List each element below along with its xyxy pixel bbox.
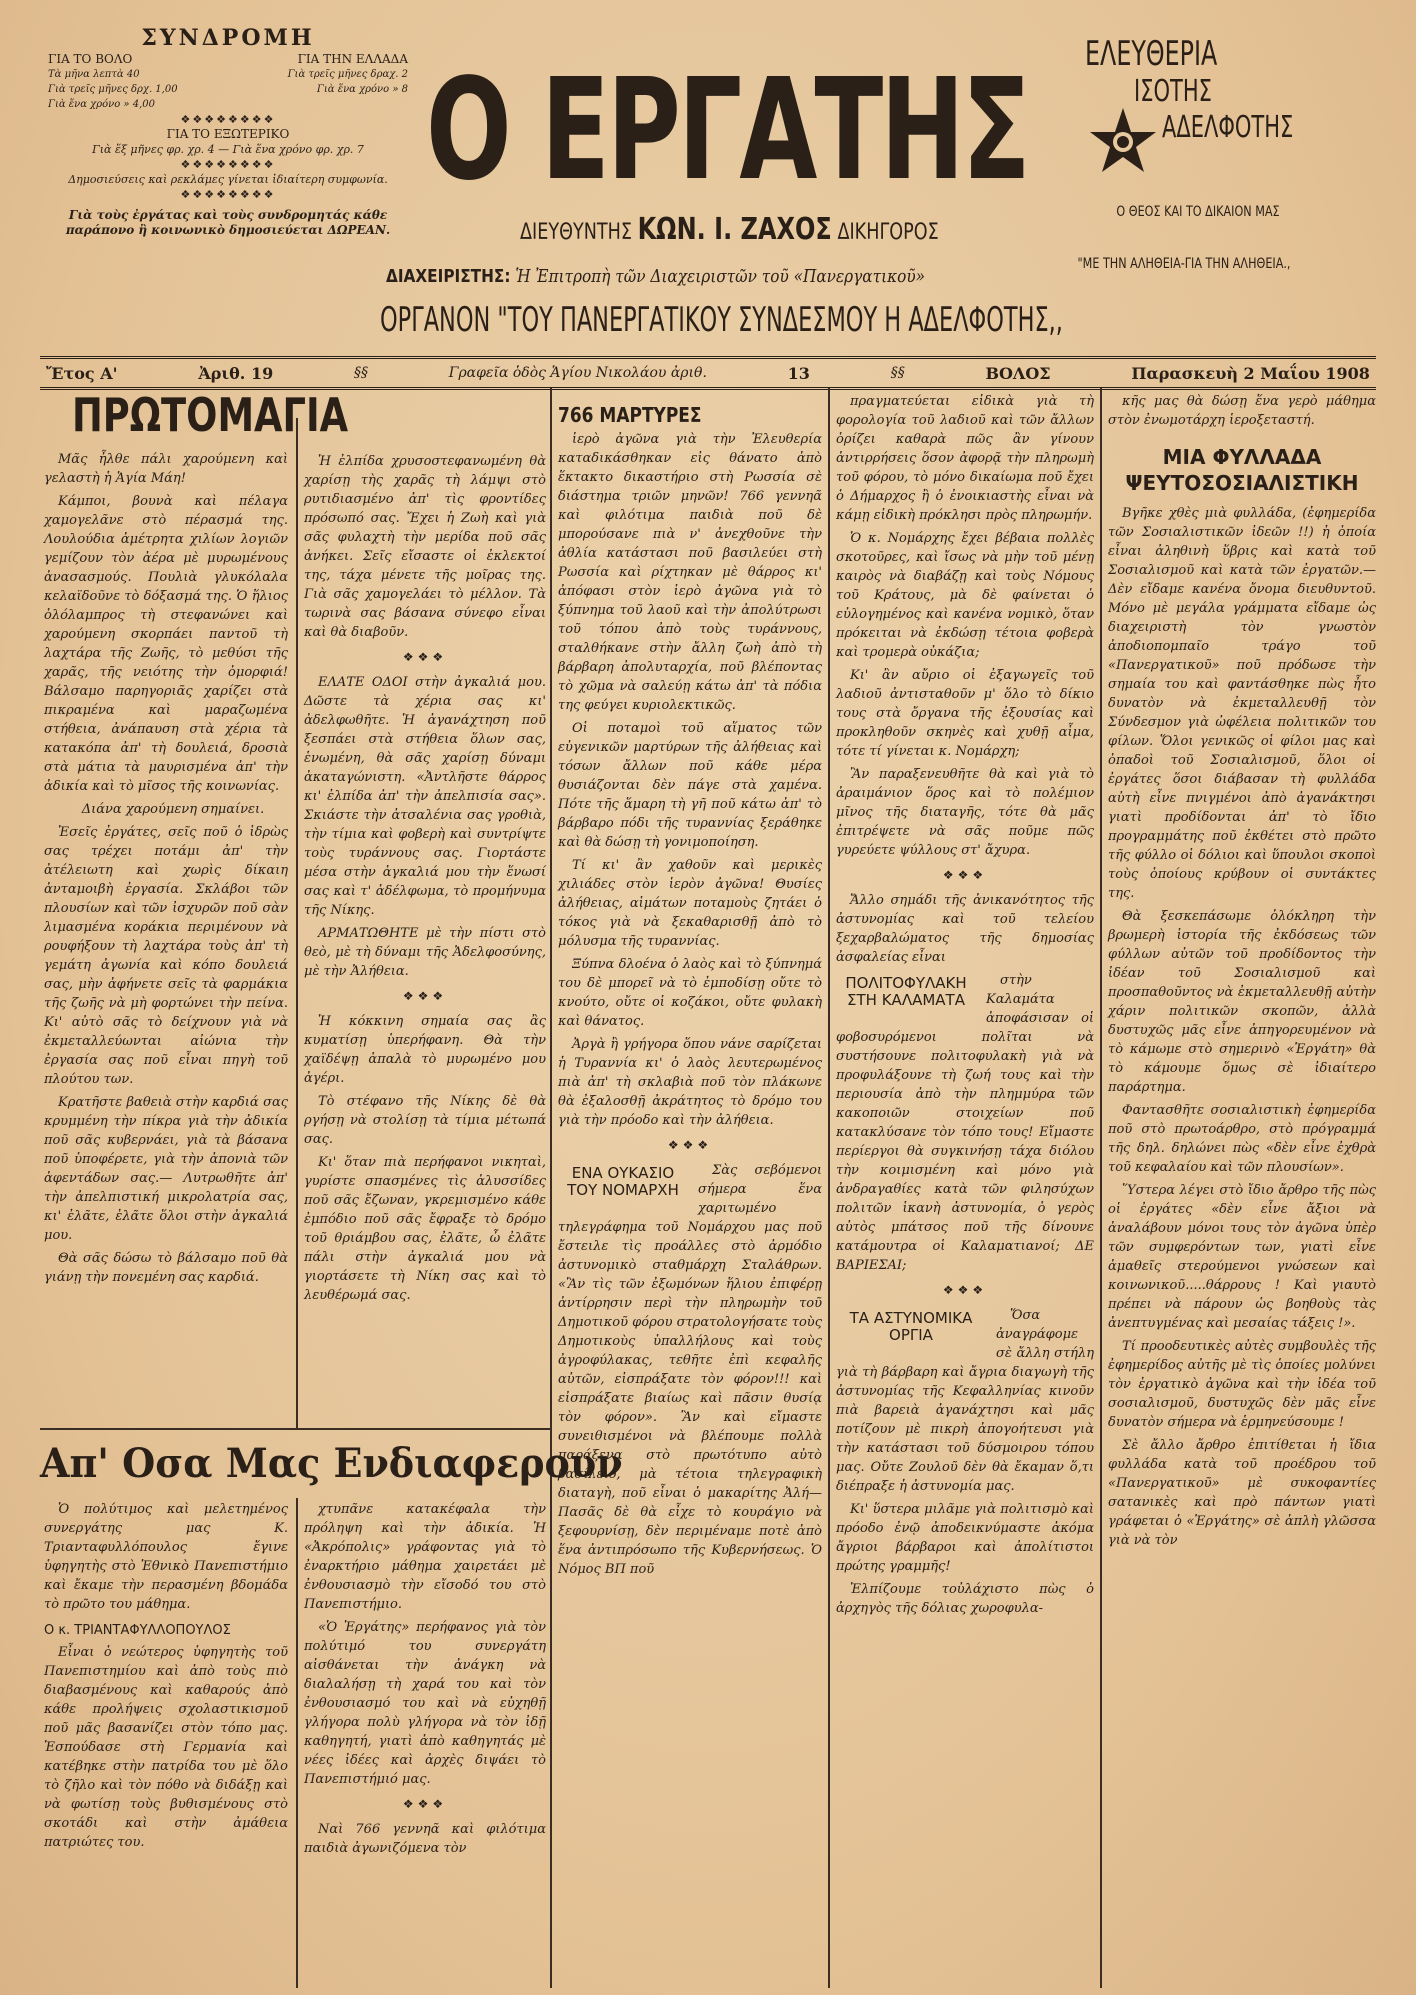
martyres-title: 766 ΜΑΡΤΥΡΕΣ [558, 403, 702, 427]
osa-col2: χτυπᾶνε κατακέφαλα τὴν πρόληψη καὶ τὴν ἀδικία. Ἡ «Ἀκρόπολις» γράφοντας γιὰ τὸ ἐναρκτήριο μάθημα χαιρετάει μὲ ἐνθουσιασμὸ τὴν εἴσοδό του στὸ Πανεπιστήμιο. «Ὁ Ἐργάτης» περήφανος γιὰ τὸν πολύτιμό του συνεργάτη αἰσθάνεται τὴν ἀνάγκη νὰ διαλαλήσῃ τὴ χαρά του καὶ τὸν ἐνθουσιασμό του καὶ νὰ εὐχηθῇ γλήγορα πολὺ γλήγορα νὰ τὸν ἰδῇ καθηγητή, γιατὶ ἀπὸ καθηγητάς μὲ νέες ἰδέες καὶ ἀρχὲς διψάει τὸ Πανεπιστήμιό μας. ❖❖❖ Ναὶ 766 γεννηᾶ καὶ φιλότιμα παιδιὰ ἀγωνιζόμενα τὸν [304, 1502, 546, 1856]
city: ΒΟΛΟΣ [985, 363, 1051, 383]
admin-line: ΔΙΑΧΕΙΡΙΣΤΗΣ: Ἡ Ἐπιτροπὴ τῶν Διαχειριστῶν τοῦ «Πανεργατικοῦ» [386, 266, 926, 287]
director-name: ΚΩΝ. Ι. ΖΑΧΟΣ [637, 212, 832, 247]
column-rule [296, 1498, 298, 1988]
ornament: ❖❖❖❖❖❖❖❖ [180, 188, 276, 201]
motto-fraternity: ΑΔΕΛΦΟΤΗΣ [1162, 110, 1294, 145]
article-columns [40, 388, 1376, 1988]
local-label: ΓΙΑ ΤΟ ΒΟΛΟ [48, 52, 133, 66]
triantafyllopoulos-subhead: Ο κ. ΤΡΙΑΝΤΑΦΥΛΛΟΠΟΥΛΟΣ [44, 1623, 231, 1638]
osa-headline-block [40, 1434, 623, 1498]
office-address: Γραφεῖα ὁδὸς Ἁγίου Νικολάου ἀριθ. [448, 365, 707, 381]
motto-liberty: ΕΛΕΥΘΕΡΙΑ [1085, 34, 1218, 74]
protomagia-article [40, 388, 550, 448]
office-number: 13 [787, 363, 810, 383]
abroad-rates: Γιὰ ἕξ μῆνες φρ. χρ. 4 — Γιὰ ἕνα χρόνο φρ. χρ. 7 [92, 143, 364, 156]
issue-info-bar: Ἔτος Α' Ἀριθ. 19 §§ Γραφεῖα ὁδὸς Ἁγίου Νικολάου ἀριθ. 13 §§ ΒΟΛΟΣ Παρασκευὴ 2 Μαΐου 1908 [40, 356, 1376, 390]
column-rule [296, 418, 298, 1428]
newspaper-title: Ο ΕΡΓΑΤΗΣ [426, 49, 1028, 212]
oukasio-subhead: ΕΝΑ ΟΥΚΑΣΙΟ ΤΟΥ ΝΟΜΑΡΧΗ [567, 1164, 679, 1199]
greece-rate: Γιὰ ἕνα χρόνο » 8 [316, 84, 408, 95]
subscription-box [48, 24, 408, 238]
martyres-article: 766 ΜΑΡΤΥΡΕΣ ἱερὸ ἀγῶνα γιὰ τὴν Ἐλευθερία καταδικάσθηκαν εἰς θάνατο ἀπὸ ἕκτακτο δικαστήριο στὴ Ρωσσία σὲ διάστημα τριῶν μηνῶν! 766 γεννηᾶ καὶ φιλότιμα παιδιὰ ποῦ δὲ μπορούσανε πιὰ ν' ἀνεχθοῦνε τὴν ἀθλία κατάστασι ποῦ βασιλεύει στὴ Ρωσσία καὶ ρίχτηκαν μὲ θάρρος κι' ἀπόφασι στὸν ἱερὸ ἀγῶνα γιὰ τὸ ξύπνημα τοῦ λαοῦ καὶ τὴν ἀπολύτρωσι τοῦ τόπου ἀπὸ τοὺς τυράννους, σταλθήκανε στὴν ἄλλη ζωὴ ἀπὸ τὴ βάρβαρη ἀπολυταρχία, ποῦ βλέποντας τὸ χῶμα νὰ σαλεύῃ κάτω ἀπ' τὰ πόδια της φεύγει κυριολεκτικῶς. Οἱ ποταμοὶ τοῦ αἵματος τῶν εὐγενικῶν μαρτύρων τῆς ἀλήθειας καὶ τόσων ἄλλων ποῦ κάθε μέρα θυσιάζονται δὲν πάγε στὰ χαμένα. Πότε τῆς ἅμαρη τὴ γῆ ποῦ κάτω ἀπ' τὸ βάρβαρο πόδι τῆς τυραννίας ξεράθηκε καὶ θὰ δώσῃ τὴ γονιμοποίηση. Τί κι' ἂν χαθοῦν καὶ μερικὲς χιλιάδες στὸν ἱερὸν ἀγῶνα! Θυσίες ἀλήθειας, αἱμάτων ποταμοὺς ζητάει ὁ τόκος γιὰ νὰ ξεκαθαρισθῇ ἀπὸ τὸ μόλυσμα τῆς τυραννίας. Ξύπνα δλοένα ὁ λαὸς καὶ τὸ ξύπνημά του δὲ μπορεῖ νὰ τὸ ἐμποδίσῃ οὔτε τὸ κνούτο, οὔτε οἱ κοζάκοι, οὔτε φυλακὴ καὶ θάνατος. Ἀργὰ ἢ γρήγορα ὅπου νάνε σαρίζεται ἡ Τυραννία κι' ὁ λαὸς λευτερωμένος πιὰ ἀπ' τὴ σκλαβιὰ ποῦ τὸν πλάκωνε θὰ ἐξαλοσθῇ ἀκράτητος τὸ δρόμο του γιὰ τὴν πρόοδο καὶ τὴν ἀλήθεια. ❖❖❖ ΕΝΑ ΟΥΚΑΣΙΟ ΤΟΥ ΝΟΜΑΡΧΗ Σὰς σεβόμενοι σήμερα ἕνα χαριτωμένο τηλεγράφημα τοῦ Νομάρχου μας ποῦ ἔστειλε τὶς προάλλες στὸ ἀρμόδιο ἀστυνομικὸ σταθμάρχη Σταλάθρων. «Ἂν τὶς τῶν ἐξωμόνων ἥλιου ἐπιφέρῃ ἀντίρρησιν περὶ τὴν πληρωμὴν τοῦ Δημοτικοῦ φόρου στρατολογήσατε τοὺς Δημοτικοὺς ὑπαλλήλους καὶ τοὺς ἀγροφύλακας, τεθῆτε ἐπὶ κεφαλῆς αὐτῶν, εἰσπράξατε τὸν φόρον!!! καὶ εἰσπράξατε βιαίως καὶ πᾶσιν θυσίᾳ τὸν φόρον». Ἂν καὶ εἴμαστε συνειθισμένοι νὰ βλέπουμε πολλὰ παράξενα στὸ πρωτότυπο αὐτὸ βασίλειο, μὰ τέτοια τηλεγραφικὴ διαταγὴ, ποῦ εἶναι ὁ μακαρίτης Ἀλή—Πασᾶς δὲ θὰ εἶχε τὸ κουράγιο νὰ ξεφουρνίσῃ, δὲν περιμέναμε ποτὲ ἀπὸ ἕνα ἀντιπρόσωπο τῆς Κυβερνήσεως. Ὁ Νόμος ΒΠ ποῦ [558, 403, 822, 1577]
column-rule [550, 388, 552, 1988]
local-rate: Γιὰ τρεῖς μῆνες δρχ. 1,00 [48, 84, 178, 95]
horizontal-rule [40, 1428, 550, 1430]
organ-line: ΟΡΓΑΝΟΝ "ΤΟΥ ΠΑΝΕΡΓΑΤΙΚΟΥ ΣΥΝΔΕΣΜΟΥ Η ΑΔΕΛΦΟΤΗΣ,, [380, 300, 1063, 340]
greece-label: ΓΙΑ ΤΗΝ ΕΛΛΑΔΑ [297, 52, 408, 66]
free-note: Γιὰ τοὺς ἐργάτας καὶ τοὺς συνδρομητάς κάθε παράπονο ἢ κοινωνικὸ δημοσιεύεται ΔΩΡΕΑΝ. [65, 208, 391, 237]
ornament: ❖❖❖❖❖❖❖❖ [180, 158, 276, 171]
motto-block [1077, 34, 1368, 272]
column-four: πραγματεύεται εἰδικὰ γιὰ τὴ φορολογία τοῦ λαδιοῦ καὶ τῶν ἄλλων ὁρίζει καθαρὰ πῶς ἂν γίνουν ἀντιρρήσεις ὅσον ἀφορᾷ τὴν πληρωμὴ τοῦ φόρου, τὸ μόνο δικαίωμα ποῦ ἔχει ὁ Δήμαρχος ἢ ὁ ἐνοικιαστὴς εἶναι νὰ κάμῃ εἰδικὴ πρόκλησι πρὸς πληρωμήν. Ὁ κ. Νομάρχης ἔχει βέβαια πολλὲς σκοτοῦρες, καὶ ἴσως νὰ μὴν τοῦ μένῃ καιρὸς νὰ διαβάζῃ καὶ τοὺς Νόμους τοῦ Κράτους, μὰ δὲ φαίνεται ὁ εὐλογημένος καὶ κανένα νομικὸ, ὅταν πρόκειται νὰ ἐκδώσῃ τέτοια φοβερὰ καὶ τρομερὰ οὐκάζια; Κι' ἂν αὔριο οἱ ἐξαγωγεῖς τοῦ λαδιοῦ ἀντισταθοῦν μ' ὅλο τὸ δίκιο τους στὰ ὄργανα τῆς ἐξουσίας καὶ προκληθοῦν σκηνὲς καὶ χυθῇ αἷμα, τότε τί γίνεται κ. Νομάρχη; Ἂν παραξενευθῆτε θὰ καὶ γιὰ τὸ ἀραιμάνιον ὅρος καὶ τὸ πολέμιον μῖνος τῆς διαταγῆς, τότε θὰ μᾶς ἐπιτρέψετε νὰ σᾶς ποῦμε πῶς γυρεύετε ψύλλους στ' ἄχυρα. ❖❖❖ Ἄλλο σημάδι τῆς ἀνικανότητος τῆς ἀστυνομίας καὶ τοῦ τελείου ξεχαρβαλώματος τῆς δημοσίας ἀσφαλείας εἶναι ΠΟΛΙΤΟΦΥΛΑΚΗ ΣΤΗ ΚΑΛΑΜΑΤΑ στὴν Καλαμάτα ἀποφάσισαν οἱ φοβοσυρόμενοι πολῖται νὰ συστήσουνε πολιτοφυλακὴ γιὰ νὰ προφυλάξουνε τὴ ζωή τους καὶ τὴν περιουσία ἀπὸ τὴν πλημμύρα τῶν κακοποιῶν στοιχείων ποῦ κατακλύσανε τὸν τόπο τους! Εἴμαστε περίεργοι θὰ συγκινήσῃ τάχα διόλου τὴν κοιμισμένη καὶ μόνο γιὰ ἀνδραγαθίες κατὰ τῶν φιλησύχων πολιτῶν ἱκανὴ ἀστυνομία, ὁ γερὸς αὐτὸς μπάτσος ποῦ τῆς δίνουνε κατάμουτρα οἱ Καλαματιανοί; ΔΕ ΒΑΡΙΕΣΑΙ; ❖❖❖ ΤΑ ΑΣΤΥΝΟΜΙΚΑ ΟΡΓΙΑ Ὅσα ἀναγράφομε σὲ ἄλλη στήλη γιὰ τὴ βάρβαρη καὶ ἄγρια διαγωγὴ τῆς ἀστυνομίας τῆς Κεφαλληνίας κινοῦν πιὰ βαρειὰ ἀγανάχτησι καὶ μᾶς ποτίζουν μὲ πικρὴ ἀπογοήτευσι γιὰ τὴν κατάστασι τοῦ δύσμοιρου τόπου μας. Οὔτε Ζουλοῦ δὲν θὰ ἔκαμαν ὅ,τι διέπραξε ἡ ἀστυνομία μας. Κι' ὕστερα μιλᾶμε γιὰ πολιτισμὸ καὶ πρόοδο ἐνῷ ἀποδεικνύμαστε ἀκόμα ἄγριοι βάρβαροι καὶ ἀπολίτιστοι πρώτης γραμμῆς! Ἐλπίζουμε τοὐλάχιστο πὼς ὁ ἀρχηγὸς τῆς δόλιας χωροφυλα- [836, 394, 1094, 1616]
issue-number: Ἀριθ. 19 [198, 363, 274, 383]
star-emblem-icon [1088, 106, 1158, 176]
column-five: κῆς μας θὰ δώσῃ ἕνα γερὸ μάθημα στὸν ἐνωμοτάρχη ἱεροξεταστή. ΜΙΑ ΦΥΛΛΑΔΑ ΨΕΥΤΟΣΟΣΙΑΛΙΣΤΙΚΗ Βγῆκε χθὲς μιὰ φυλλάδα, (ἐφημερίδα τῶν Σοσιαλιστικῶν ἰδεῶν !!) ἡ ὁποία εἶναι ἀληθινὴ ὕβρις καὶ κατὰ τοῦ Σοσιαλισμοῦ καὶ κατὰ τῶν ἐργατῶν.—Δὲν εἴδαμε κανένα ὄνομα διευθυντοῦ. Μόνο μὲ μεγάλα γράμματα εἴδαμε ὡς διαχειριστὴ τὸν γνωστὸν ἀποδιοπομπαῖο τράγο τοῦ «Πανεργατικοῦ» ποῦ πρόδωσε τὴν σημαία του καὶ φαντάσθηκε πὼς ἦτο δυνατὸν νὰ ἐκμεταλλευθῇ τὸν Σύνδεσμον γιὰ ὠφέλεια πολιτικῶν του φίλων. Ὅλοι γενικῶς οἱ φίλοι μας καὶ ὀπαδοὶ τοῦ Σοσιαλισμοῦ, ὅλοι οἱ ἐργάτες ὅσοι διάβασαν τὴ φυλλάδα αὐτὴ εἶνε πνιγμένοι ἀπὸ ἀγανάκτησι γιατὶ προδίδονται ἀπ' τὸ ἴδιο προγραμμάτης ποῦ ἐκθέτει στὸ πρῶτο τῆς φύλλο οἱ δόλιοι καὶ ὕπουλοι σκοποὶ τοὺς ὁποίους κρύβουν οἱ συντάκτες της. Θὰ ξεσκεπάσωμε ὁλόκληρη τὴν βρωμερὴ ἱστορία τῆς ἐκδόσεως τῶν φύλλων αὐτῶν τοῦ προδίδοντος τὴν ἰδέαν τοῦ Σοσιαλισμοῦ καὶ προσπαθοῦντος νὰ ἐκμεταλλευθῇ αὐτὴν χάριν πολιτικῶν σκοπῶν, ἀλλὰ δυστυχῶς μᾶς εἶνε ἀπηγορευμένον νὰ τὸ κάμωμε στὸ σημερινὸ «Ἐργάτη» θὰ τὸ κάμουμε ὅμως σὲ ἰδιαίτερο παράρτημα. Φαντασθῆτε σοσιαλιστικὴ ἐφημερίδα ποῦ στὸ πρωτοάρθρο, στὸ πρόγραμμά τῆς δηλ. δηλώνει πὼς «δὲν εἶνε ἐχθρὰ τοῦ κεφαλαίου καὶ τῶν πλουσίων». Ὕστερα λέγει στὸ ἴδιο ἄρθρο τῆς πὼς οἱ ἐργάτες «δὲν εἶνε ἄξιοι νὰ ἀναλάβουν μόνοι τους τὸν ἀγῶνα ὑπὲρ τῶν συμφερόντων των, γιατὶ εἶνε ἀμαθεῖς στερούμενοι γνώσεων καὶ κοινωνικοῦ.....θάρρους ! Καὶ γιαυτὸ πρέπει νὰ πάρουν ὡς βοηθοὺς τὰς ἀνεπτυγμένας καὶ μεσαίας τάξεις !». Τί προοδευτικὲς αὐτὲς συμβουλὲς τῆς ἐφημερίδος αὐτῆς μὲ τὶς ὁποίες μολύνει τὸν ἐργατικὸ ἀγῶνα καὶ τὴν ἰδέα τοῦ σοσιαλισμοῦ, δυστυχῶς δὲν μᾶς εἶνε δυνατὸν σήμερα νὰ ἑρμηνεύσουμε ! Σὲ ἄλλο ἄρθρο ἐπιτίθεται ἡ ἴδια φυλλάδα κατὰ τοῦ προέδρου τοῦ «Πανεργατικοῦ» μὲ συκοφαντίες σατανικὲς καὶ πρὸ πάντων γιατὶ γράφεται ὁ «Ἐργάτης» σὲ ἁπλὴ γλῶσσα γιὰ νὰ τὸν [1108, 394, 1376, 1548]
motto-equality: ΙΣΟΤΗΣ [1134, 74, 1212, 109]
local-rate: Γιὰ ἕνα χρόνο » 4,00 [48, 99, 155, 110]
protomagia-col2: Ἡ ἐλπίδα χρυσοστεφανωμένη θὰ χαρίσῃ τὴς χαρᾶς τὴ λάμψι στὸ ρυτιδιασμένο ἀπ' τὶς φροντίδες πρόσωπό σας. Ἔχει ἡ Ζωὴ καὶ γιὰ σᾶς φυλαχτὴ τὴν μερίδα ποῦ σᾶς ἀνήκει. Σεῖς εἴσαστε οἱ ἐκλεκτοί της, τάχα μένετε τῆς μοῖρας της. Γιὰ σᾶς χαμογελάει τὸ μέλλον. Τὰ τωρινὰ σας βάσανα σύνεφο εἶναι καὶ θὰ διαβοῦν. ❖❖❖ ΕΛΑΤΕ ΟΔΟΙ στὴν ἀγκαλιά μου. Δῶστε τὰ χέρια σας κι' ἀδελφωθῆτε. Ἡ ἀγανάχτηση ποῦ ξεσπάει στὰ στήθεια ὅλων σας, ἑνωμένη, θὰ σᾶς χαρίσῃ δύναμι ἀκαταγώνιστη. «Ἀντλῆστε θάρρος κι' ἐλπίδα ἀπ' τὴν ἀπελπισία σας». Σκιάστε τὴν ἀτσαλένια σας γροθιὰ, τὴν τίμια καὶ φοβερὴ καὶ συντρίψτε τοὺς τυράννους σας. Γιορτάστε μέσα στὴν ἀγκαλιά μου τὴν ἕνωσί σας καὶ τ' ἀδέλφωμα, τὸ προμήνυμα τῆς Νίκης. ΑΡΜΑΤΩΘΗΤΕ μὲ τὴν πίστι στὸ θεὸ, μὲ τὴ δύναμι τῆς Ἀδελφοσύνης, μὲ τὴν Ἀλήθεια. ❖❖❖ Ἡ κόκκινη σημαία σας ἂς κυματίσῃ ὑπερήφανη. Θὰ τὴν χαϊδέψῃ ἁπαλὰ τὸ μυρωμένο μου ἀγέρι. Τὸ στέφανο τῆς Νίκης δὲ θὰ ργήσῃ νὰ στολίσῃ τὰ τίμια μέτωπά σας. Κι' ὅταν πιὰ περήφανοι νικηταὶ, γυρίστε σπασμένες τὶς ἁλυσσίδες ποῦ σᾶς ἔζωναν, γκρεμισμένο κάθε ἐμπόδιο ποῦ σᾶς ἔφραξε τὸ δρόμο τοῦ θριάμβου σας, ἐλᾶτε, ὦ ἐλᾶτε πάλι στὴν ἀγκαλιά μου νὰ γιορτάσετε τὴ Νίκη σας καὶ τὸ λευθέρωμά σας. [304, 454, 546, 1303]
greece-rate: Γιὰ τρεῖς μῆνες δραχ. 2 [287, 69, 408, 80]
abroad-label: ΓΙΑ ΤΟ ΕΞΩΤΕΡΙΚΟ [166, 127, 290, 141]
osa-col1: Ὁ πολύτιμος καὶ μελετημένος συνεργάτης μας Κ. Τριανταφυλλόπουλος ἔγινε ὑφηγητὴς στὸ Ἐθνικὸ Πανεπιστήμιο καὶ ἔκαμε τὴν περασμένη βδομάδα τὸ πρῶτο του μάθημα. Ο κ. ΤΡΙΑΝΤΑΦΥΛΛΟΠΟΥΛΟΣ Εἶναι ὁ νεώτερος ὑφηγητὴς τοῦ Πανεπιστημίου καὶ ἀπὸ τοὺς πιὸ διαβασμένους καὶ καθαρούς ἀπὸ κάθε προλήψεις σχολαστικισμοῦ ποῦ μᾶς βασανίζει στὸν τόπο μας. Ἐσπούδασε στὴ Γερμανία καὶ κατέβηκε στὴν πατρίδα του μὲ ὅλο τὸ ζῆλο καὶ τὸν πόθο νὰ διδάξῃ καὶ νὰ φωτίσῃ τοὺς βυθισμένους στὸ σκοτάδι καὶ στὴν ἀμάθεια πατριώτες του. [44, 1502, 288, 1850]
column-rule [1100, 388, 1102, 1988]
motto-god: Ο ΘΕΟΣ ΚΑΙ ΤΟ ΔΙΚΑΙΟΝ ΜΑΣ [1116, 204, 1280, 220]
politofylaki-subhead: ΠΟΛΙΤΟΦΥΛΑΚΗ ΣΤΗ ΚΑΛΑΜΑΤΑ [845, 974, 967, 1009]
director-line: ΔΙΕΥΘΥΝΤΗΣ ΚΩΝ. Ι. ΖΑΧΟΣ ΔΙΚΗΓΟΡΟΣ [520, 212, 939, 247]
osa-title: Απ' Οσα Μας Ενδιαφερουν [40, 1440, 623, 1487]
ads-note: Δημοσιεύσεις καὶ ρεκλάμες γίνεται ἰδιαίτερη συμφωνία. [68, 173, 388, 186]
astynomika-subhead: ΤΑ ΑΣΤΥΝΟΜΙΚΑ ΟΡΓΙΑ [849, 1309, 973, 1344]
protomagia-col1: Μᾶς ἦλθε πάλι χαρούμενη καὶ γελαστὴ ἡ Ἁγία Μάη! Κάμποι, βουνὰ καὶ πέλαγα χαμογελᾶνε στὸ πέρασμά της. Λουλούδια ἀμέτρητα χιλίων λογιῶν γεμίζουν τὸν ἀέρα μὲ μυρωμένους ἀνασασμούς. Πουλιὰ γλυκόλαλα κελαϊδοῦνε τὸ δόξασμά της. Ὁ ἥλιος ὁλόλαμπρος τὴ στεφανώνει καὶ χαρούμενη σκορπάει παντοῦ τὴ λαχτάρα τῆς Ζωῆς, τὸ μεθύσι τῆς χαρᾶς, τῆς νειότης τὴν ὀμορφιά! Βάλσαμο παρηγοριᾶς χαρίζει στὰ πικραμένα καὶ μαραζωμένα στήθεια, ἀνάπαυση στὰ χέρια τὰ κατακόπα ἀπ' τὴ δουλειά, δροσιὰ στὰ μάτια τὰ μαυρισμένα ἀπ' τὴν ἀδικία καὶ τὸ μῖσος τῆς κοινωνίας. Διάνα χαρούμενη σημαίνει. Ἐσεῖς ἐργάτες, σεῖς ποῦ ὁ ἱδρὼς σας τρέχει ποτάμι ἀπ' τὴν ἀτέλειωτη καὶ χωρὶς δίκαιη ἀνταμοιβὴ ἐργασία. Σκλάβοι τῶν πλουσίων καὶ τῶν ἰσχυρῶν ποῦ σὰν λιμασμένα κοράκια περιμένουν νὰ ρουφήξουν τὴ λαχτάρα τοὺς ἀπ' τὴ γεμάτη ἀγωνία καὶ κόπο δουλειά σας, μὴν ἀφήνετε σεῖς τὰ φαρμάκια τῆς ζωῆς νὰ μὴ φορτώνει τὴν πείνα. Κι' αὐτὸ σᾶς τὸ δείχνουν γιὰ νὰ ἐκμεταλλεύωνται αἰώνια τὴν ἐργασία σας ποῦ εἶναι πηγὴ τοῦ πλούτου των. Κρατῆστε βαθειὰ στὴν καρδιά σας κρυμμένη τὴν πίκρα γιὰ τὴν ἀδικία ποῦ σᾶς κυβερνάει, γιὰ τὰ βάσανα ποῦ ὑποφέρετε, γιὰ τὴν ἀπονιὰ τῶν ἀφεντάδων σας.— Λυτρωθῆτε ἀπ' τὴν ἀπελπιστική μικρολατρία σας, κι' ἐλᾶτε, ἐλᾶτε ὅλοι στὴν ἀγκαλιά μου. Θὰ σᾶς δώσω τὸ βάλσαμο ποῦ θὰ γιάνῃ τὴν πονεμένη σας καρδιά. [44, 452, 288, 1285]
local-rate: Τὰ μῆνα λεπτὰ 40 [48, 69, 140, 80]
issue-date: Παρασκευὴ 2 Μαΐου 1908 [1131, 363, 1370, 383]
masthead [40, 16, 1376, 383]
subscription-heading: ΣΥΝΔΡΟΜΗ [141, 25, 315, 51]
motto-truth: "ΜΕ ΤΗΝ ΑΛΗΘΕΙΑ-ΓΙΑ ΤΗΝ ΑΛΗΘΕΙΑ., [1077, 256, 1291, 272]
issue-year: Ἔτος Α' [46, 363, 118, 383]
fyllada-title: ΜΙΑ ΦΥΛΛΑΔΑ ΨΕΥΤΟΣΟΣΙΑΛΙΣΤΙΚΗ [1125, 445, 1359, 495]
ornament: ❖❖❖❖❖❖❖❖ [180, 113, 276, 126]
protomagia-title: ΠΡΩΤΟΜΑΓΙΑ [72, 388, 349, 442]
column-rule [828, 388, 830, 1988]
